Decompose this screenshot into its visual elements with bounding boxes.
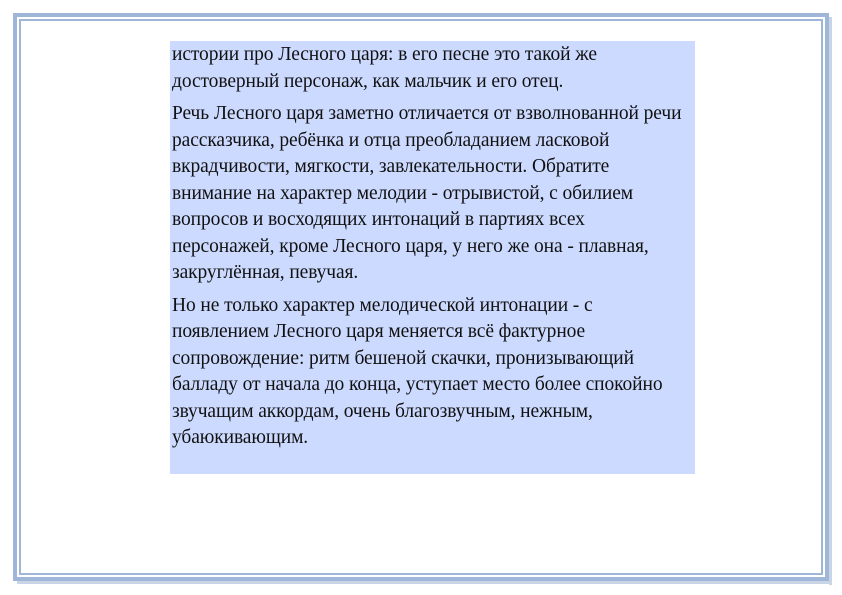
paragraph-3: Но не только характер мелодической интонации - с появлением Лесного царя меняется всё фактурное сопровождение: ритм бешеной скачки, пронизывающий балладу от начала до конца, уступает место более спокойно звучащим аккордам, очень благозвучным, нежным, убаюкивающим. <box>172 294 663 448</box>
paragraph-2: Речь Лесного царя заметно отличается от взволнованной речи рассказчика, ребёнка и отца преобладанием ласковой вкрадчивости, мягкости, завлекательности. Обратите внимание на характер мелодии - отрывистой, с обилием вопросов и восходящих интонаций в партиях всех персонажей, кроме Лесного царя, у него же она - плавная, закруглённая, певучая. <box>172 103 682 283</box>
text-box <box>170 41 695 474</box>
frame-shadow-bottom <box>17 581 832 584</box>
paragraph-1: истории про Лесного царя: в его песне это такой же достоверный персонаж, как мальчик и его отец. <box>172 44 597 92</box>
frame-shadow-right <box>829 17 832 585</box>
